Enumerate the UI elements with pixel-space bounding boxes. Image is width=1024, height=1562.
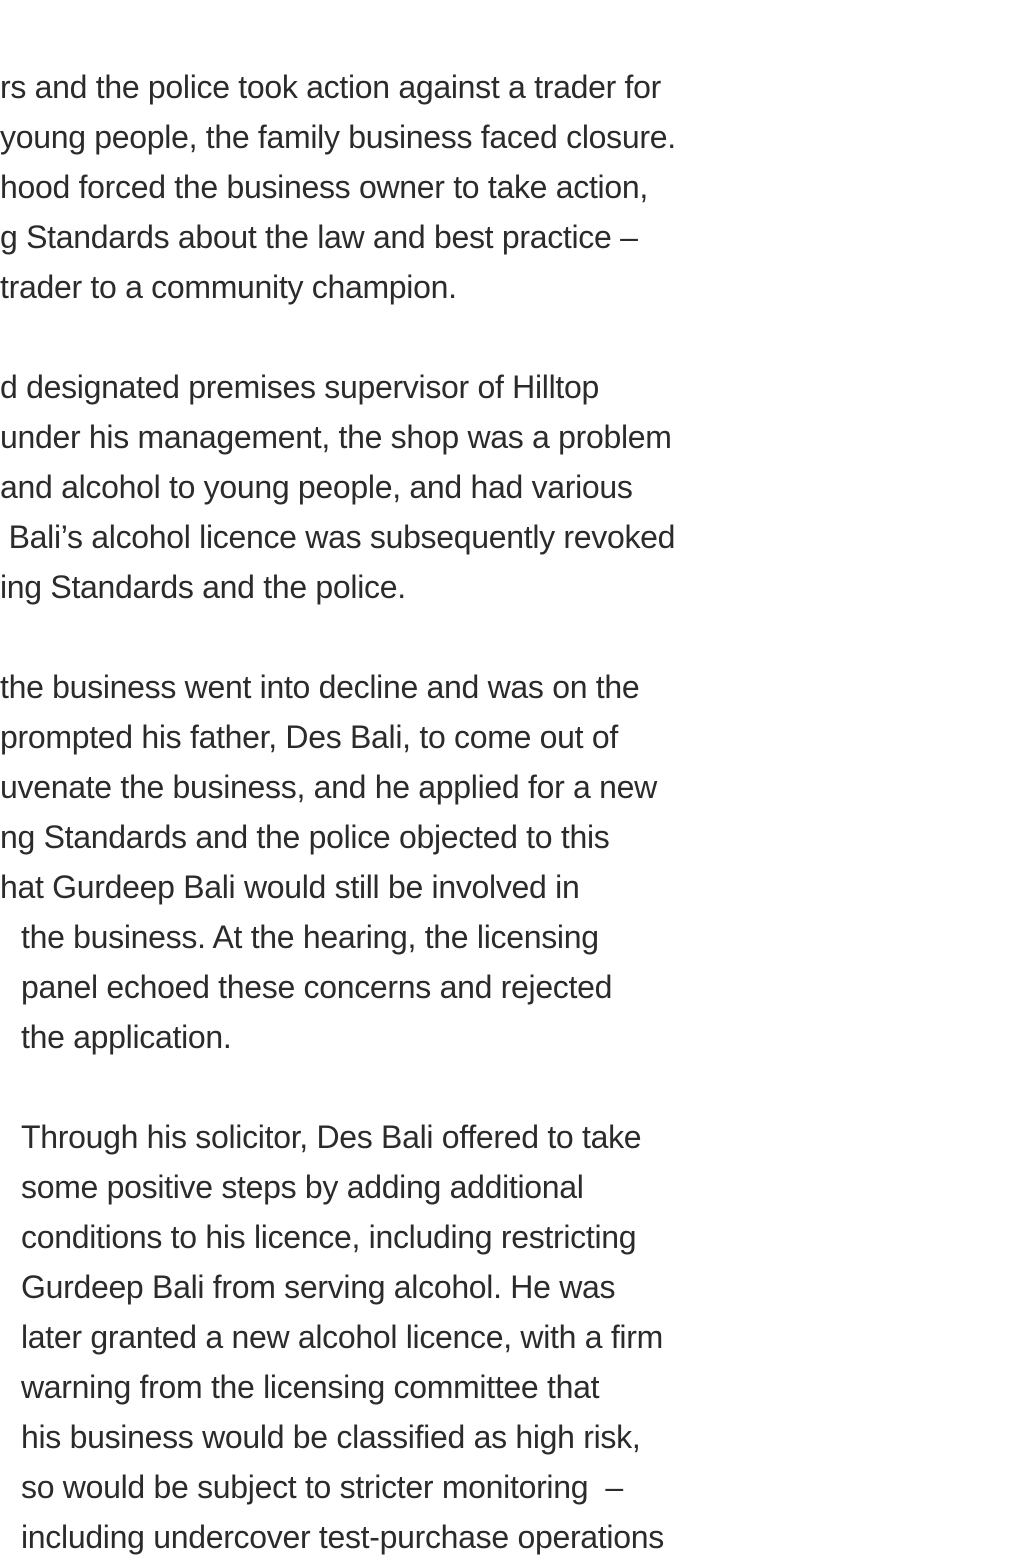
paragraph-4-line-2: some positive steps by adding additional — [21, 1169, 584, 1205]
paragraph-4-line-5: later granted a new alcohol licence, with a firm — [21, 1319, 663, 1355]
paragraph-2-line-1: d designated premises supervisor of Hilltop — [0, 369, 599, 405]
paragraph-1-line-5: trader to a community champion. — [0, 269, 457, 305]
paragraph-1-line-2: young people, the family business faced closure. — [0, 119, 676, 155]
paragraph-3-line-4: ng Standards and the police objected to this — [0, 819, 610, 855]
paragraph-2-line-2: under his management, the shop was a problem — [0, 419, 672, 455]
paragraph-1-line-1: rs and the police took action against a trader for — [0, 69, 661, 105]
paragraph-1-line-4: g Standards about the law and best practice – — [0, 219, 638, 255]
paragraph-3-line-5: hat Gurdeep Bali would still be involved in — [0, 869, 580, 905]
paragraph-2-line-3: and alcohol to young people, and had various — [0, 469, 633, 505]
paragraph-3-line-1: the business went into decline and was on the — [0, 669, 640, 705]
paragraph-3-line-6: the business. At the hearing, the licensing — [21, 919, 599, 955]
paragraph-4-line-7: his business would be classified as high risk, — [21, 1419, 641, 1455]
paragraph-4-line-3: conditions to his licence, including restricting — [21, 1219, 637, 1255]
paragraph-3-line-7: panel echoed these concerns and rejected — [21, 969, 613, 1005]
paragraph-4-line-9: including undercover test-purchase operations — [21, 1519, 664, 1555]
paragraph-2-line-4: Bali’s alcohol licence was subsequently revoked — [0, 519, 676, 555]
paragraph-4-line-4: Gurdeep Bali from serving alcohol. He was — [21, 1269, 616, 1305]
paragraph-4-line-1: Through his solicitor, Des Bali offered to take — [21, 1119, 642, 1155]
paragraph-2-line-5: ing Standards and the police. — [0, 569, 406, 605]
paragraph-3-line-3: uvenate the business, and he applied for a new — [0, 769, 657, 805]
paragraph-3-line-2: prompted his father, Des Bali, to come out of — [0, 719, 618, 755]
paragraph-4-line-6: warning from the licensing committee that — [21, 1369, 600, 1405]
paragraph-4-line-8: so would be subject to stricter monitoring – — [21, 1469, 623, 1505]
paragraph-1-line-3: hood forced the business owner to take action, — [0, 169, 648, 205]
paragraph-3-line-8: the application. — [21, 1019, 232, 1055]
